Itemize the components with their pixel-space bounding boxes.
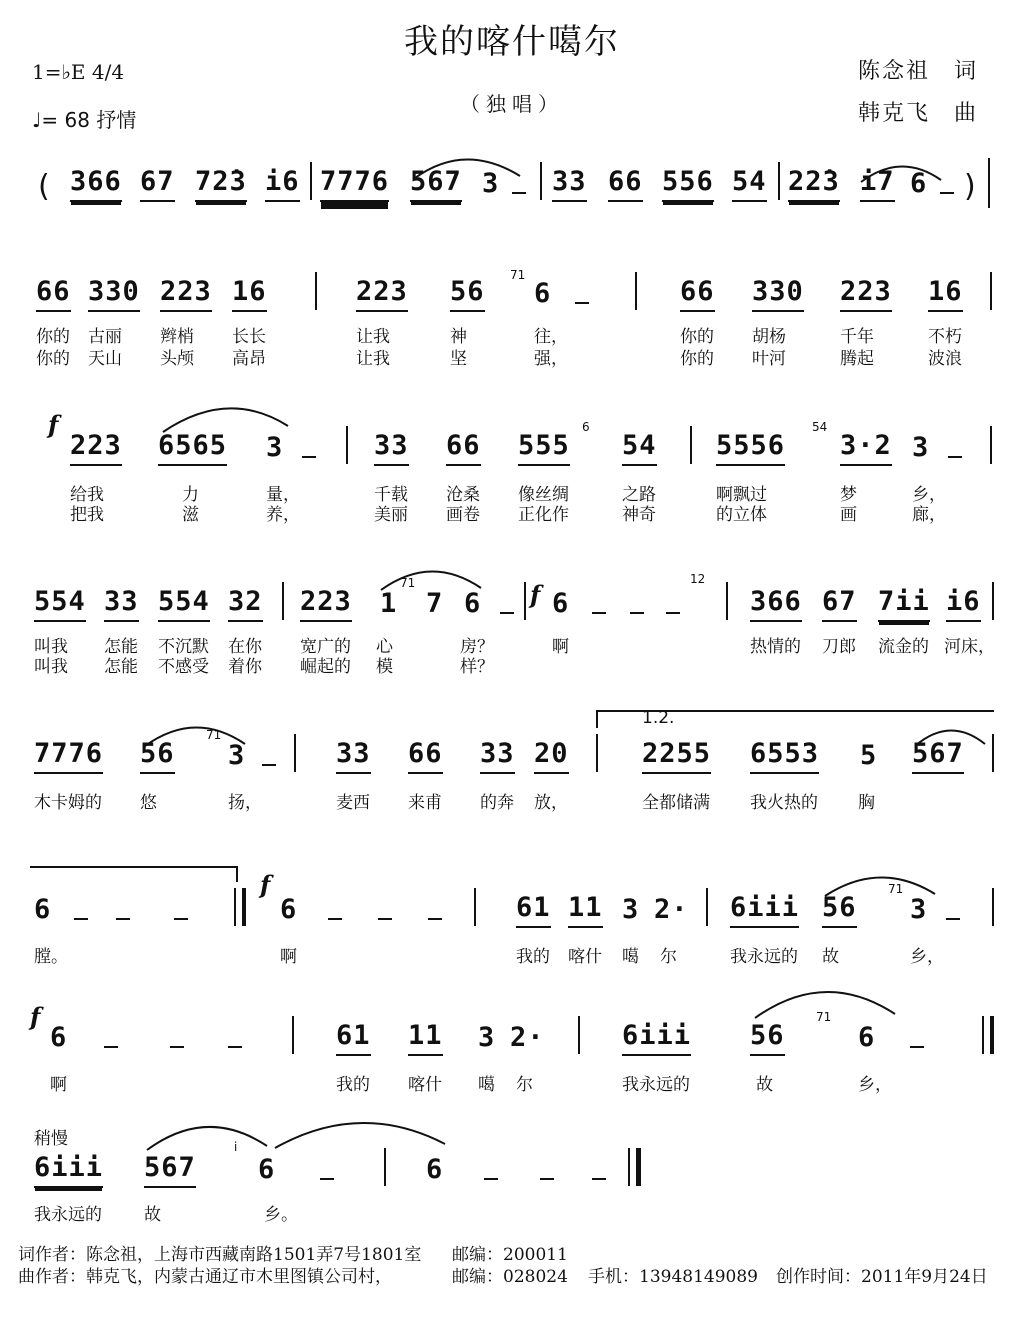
slur xyxy=(140,718,250,748)
lyric: 给我 xyxy=(70,485,104,505)
note-group: 54 xyxy=(622,430,657,466)
lyric: 来甫 xyxy=(408,793,442,813)
note-group: 554 xyxy=(158,586,210,622)
lyric: 着你 xyxy=(228,657,262,677)
note-group: 6iii xyxy=(730,892,799,928)
grace-note: 54 xyxy=(812,420,828,434)
dash xyxy=(74,918,88,920)
note-line xyxy=(30,572,998,628)
dynamic-forte: f xyxy=(530,580,541,609)
dash xyxy=(170,1046,184,1048)
note-group: 223 xyxy=(356,276,408,312)
tie xyxy=(270,1112,450,1152)
barline xyxy=(992,888,994,926)
lyric: 啊 xyxy=(280,947,297,967)
note-line xyxy=(30,270,998,318)
note-group: 6 xyxy=(34,894,52,925)
note-group: 556 xyxy=(662,166,714,202)
lyric: 胸 xyxy=(858,793,875,813)
note-group: 6 xyxy=(426,1154,444,1185)
slur xyxy=(376,562,486,592)
dash xyxy=(262,764,276,766)
lyric: 噶 xyxy=(478,1075,495,1095)
lyric: 你的 xyxy=(680,349,714,369)
composer-credit: 韩克飞 曲 xyxy=(858,101,979,126)
barline xyxy=(992,734,994,772)
note-group: 567 xyxy=(912,738,964,774)
volta-bracket-end xyxy=(30,866,238,882)
note-group: 6 xyxy=(858,1022,876,1053)
slur xyxy=(410,150,530,180)
lyric: 往， xyxy=(534,327,568,347)
barline xyxy=(294,734,296,772)
lyric: 量， xyxy=(266,485,300,505)
lyric: 梦 xyxy=(840,485,857,505)
note-group: 16 xyxy=(928,276,963,312)
lyric: 让我 xyxy=(356,327,390,347)
note-group: 6iii xyxy=(34,1152,103,1188)
note-group: 6553 xyxy=(750,738,819,774)
grace-note: i xyxy=(234,1140,238,1154)
note-group: 6 xyxy=(280,894,298,925)
lyric: 之路 xyxy=(622,485,656,505)
dash xyxy=(540,1178,554,1180)
barline xyxy=(635,272,637,310)
lyric: 怎能 xyxy=(104,637,138,657)
slur xyxy=(856,158,946,184)
barline xyxy=(315,272,317,310)
score-system-8 xyxy=(30,1129,998,1225)
lyric: 心 xyxy=(376,637,393,657)
volta-label: 1.2. xyxy=(642,708,675,728)
lyric: 噶 xyxy=(622,947,639,967)
dynamic-forte: f xyxy=(48,410,59,439)
dash xyxy=(378,918,392,920)
note-group: 33 xyxy=(552,166,587,202)
note-group: 11 xyxy=(408,1020,443,1056)
note-group: 22̇3 xyxy=(788,166,840,202)
lyric: 你的 xyxy=(680,327,714,347)
note-group: 3 xyxy=(478,1022,496,1053)
lyric: 啊飘过 xyxy=(716,485,767,505)
lyric: 模 xyxy=(376,657,393,677)
lyric: 养， xyxy=(266,505,300,525)
note-group: 2· xyxy=(654,894,689,925)
lyric: 河床， xyxy=(944,637,995,657)
note-group: 56 xyxy=(450,276,485,312)
lyric: 沧桑 xyxy=(446,485,480,505)
lyric: 喀什 xyxy=(408,1075,442,1095)
score-system-3 xyxy=(30,410,998,525)
lyric: 神 xyxy=(450,327,467,347)
lyric: 喀什 xyxy=(568,947,602,967)
lyric: 叶河 xyxy=(752,349,786,369)
note-group: 33 xyxy=(104,586,139,622)
barline xyxy=(346,426,348,464)
dash xyxy=(592,612,606,614)
dash xyxy=(910,1046,924,1048)
note-group: 6 xyxy=(50,1022,68,1053)
note-line xyxy=(30,1140,998,1194)
lyric: 廊， xyxy=(912,505,946,525)
lyric: 画卷 xyxy=(446,505,480,525)
lyric: 我的 xyxy=(516,947,550,967)
lyric: 让我 xyxy=(356,349,390,369)
lyric: 千年 xyxy=(840,327,874,347)
lyric: 样？ xyxy=(460,657,494,677)
score-system-2 xyxy=(30,268,998,369)
note-group: 7ii xyxy=(878,586,930,622)
note-group: 54 xyxy=(732,166,767,202)
note-group: 6 xyxy=(464,588,482,619)
note-group: 66 xyxy=(408,738,443,774)
final-barline xyxy=(628,1148,641,1186)
slur xyxy=(820,868,940,898)
barline xyxy=(578,1016,580,1054)
lyric: 全都储满 xyxy=(642,793,710,813)
footer-lyricist-zip: 邮编：200011 xyxy=(452,1245,568,1265)
lyric: 故 xyxy=(756,1075,773,1095)
barline xyxy=(384,1148,386,1186)
note-group: 6iii xyxy=(622,1020,691,1056)
dash xyxy=(104,1046,118,1048)
grace-note: 71 xyxy=(816,1010,832,1024)
dash xyxy=(630,612,644,614)
note-group: 7776 xyxy=(34,738,103,774)
slur xyxy=(158,398,298,434)
barline xyxy=(310,162,312,200)
dash xyxy=(500,612,514,614)
lyric: 长长 xyxy=(232,327,266,347)
lyric: 我永远的 xyxy=(622,1075,690,1095)
note-group: 56 xyxy=(750,1020,785,1056)
barline xyxy=(690,426,692,464)
note-group: 554 xyxy=(34,586,86,622)
lyric: 叫我 xyxy=(34,657,68,677)
lyric: 高昂 xyxy=(232,349,266,369)
note-group: 567 xyxy=(144,1152,196,1188)
note-group: 6 xyxy=(910,168,928,199)
note-group: 5556 xyxy=(716,430,785,466)
barline xyxy=(990,426,992,464)
dash xyxy=(116,918,130,920)
note-group: 33 xyxy=(374,430,409,466)
note-group: 66 xyxy=(446,430,481,466)
note-group: 11 xyxy=(568,892,603,928)
open-paren: ( xyxy=(38,169,50,204)
note-group: i6 xyxy=(265,166,300,202)
lyric: 麦西 xyxy=(336,793,370,813)
score-system-7 xyxy=(30,1002,998,1095)
note-group: i6 xyxy=(946,586,981,622)
lyric: 啊 xyxy=(552,637,569,657)
song-subtitle: （独唱） xyxy=(460,92,564,116)
tempo-slow: 稍慢 xyxy=(34,1129,68,1149)
note-group: 1 xyxy=(380,588,398,619)
note-group: 20 xyxy=(534,738,569,774)
dash xyxy=(484,1178,498,1180)
lyric: 坚 xyxy=(450,349,467,369)
lyric: 我永远的 xyxy=(730,947,798,967)
note-group: 5 xyxy=(860,740,878,771)
lyric: 木卡姆的 xyxy=(34,793,102,813)
dash xyxy=(948,456,962,458)
score-system-5 xyxy=(30,708,998,813)
note-group: 3 xyxy=(266,432,284,463)
dash xyxy=(302,456,316,458)
lyric: 我的 xyxy=(336,1075,370,1095)
note-group: 66 xyxy=(608,166,643,202)
footer-composer-zip: 邮编：028024 xyxy=(452,1267,568,1287)
lyric: 你的 xyxy=(36,349,70,369)
close-paren: ) xyxy=(964,169,976,204)
note-group: 67 xyxy=(140,166,175,202)
lyric: 不沉默 xyxy=(158,637,209,657)
lyric: 啊 xyxy=(50,1075,67,1095)
barline xyxy=(990,272,992,310)
note-group: 2· xyxy=(510,1022,545,1053)
note-group: 33 xyxy=(480,738,515,774)
lyric: 故 xyxy=(822,947,839,967)
note-group: 366 xyxy=(70,166,122,202)
song-title: 我的喀什噶尔 xyxy=(404,22,620,62)
lyric: 波浪 xyxy=(928,349,962,369)
lyric: 叫我 xyxy=(34,637,68,657)
lyric: 的立体 xyxy=(716,505,767,525)
note-group: 6565 xyxy=(158,430,227,466)
lyric: 胡杨 xyxy=(752,327,786,347)
barline xyxy=(726,582,728,620)
lyric: 力 xyxy=(182,485,199,505)
lyric: 像丝绸 xyxy=(518,485,569,505)
note-group: 66 xyxy=(36,276,71,312)
barline xyxy=(596,734,598,772)
note-group: 555 xyxy=(518,430,570,466)
note-group: 223 xyxy=(300,586,352,622)
grace-note: 71 xyxy=(510,268,526,282)
barline xyxy=(282,582,284,620)
grace-note: 71 xyxy=(888,882,904,896)
note-group: 72̇3 xyxy=(195,166,247,202)
lyric: 在你 xyxy=(228,637,262,657)
lyric: 悠 xyxy=(140,793,157,813)
dash xyxy=(575,302,589,304)
note-group: 61 xyxy=(336,1020,371,1056)
note-group: 3 xyxy=(910,894,928,925)
dash xyxy=(174,918,188,920)
slur xyxy=(910,722,990,748)
lyric: 你的 xyxy=(36,327,70,347)
note-group: 32 xyxy=(228,586,263,622)
barline xyxy=(988,158,990,208)
note-group: 3 xyxy=(622,894,640,925)
dash xyxy=(946,918,960,920)
footer-composer: 曲作者：韩克飞，内蒙古通辽市木里图镇公司村， xyxy=(18,1267,392,1287)
dash xyxy=(320,1178,334,1180)
score-system-4 xyxy=(30,572,998,677)
lyric: 我永远的 xyxy=(34,1205,102,1225)
lyric: 头颅 xyxy=(160,349,194,369)
lyric: 画 xyxy=(840,505,857,525)
note-group: 223 xyxy=(160,276,212,312)
dash xyxy=(512,192,526,194)
lyric: 尔 xyxy=(660,947,677,967)
grace-note: 6 xyxy=(582,420,590,434)
lyric: 天山 xyxy=(88,349,122,369)
lyric: 故 xyxy=(144,1205,161,1225)
note-group: i7 xyxy=(860,166,895,202)
footer-phone: 手机：13948149089 xyxy=(588,1267,758,1287)
dash xyxy=(428,918,442,920)
note-group: 3 xyxy=(482,168,500,199)
lyric: 美丽 xyxy=(374,505,408,525)
slur xyxy=(750,980,900,1020)
note-group: 6 xyxy=(258,1154,276,1185)
lyric: 神奇 xyxy=(622,505,656,525)
barline xyxy=(706,888,708,926)
dash xyxy=(328,918,342,920)
repeat-barline xyxy=(234,888,246,926)
barline xyxy=(778,162,780,200)
dynamic-forte: f xyxy=(30,1002,41,1031)
grace-note: 71 xyxy=(206,728,222,742)
note-group: 56 xyxy=(140,738,175,774)
note-group: 223 xyxy=(840,276,892,312)
grace-note: 71 xyxy=(400,576,416,590)
note-group: 567 xyxy=(410,166,462,202)
slur xyxy=(142,1116,272,1152)
grace-note: 12 xyxy=(690,572,706,586)
lyric: 我火热的 xyxy=(750,793,818,813)
lyric: 膛。 xyxy=(34,947,68,967)
note-group: 2255 xyxy=(642,738,711,774)
barline xyxy=(474,888,476,926)
lyric: 崛起的 xyxy=(300,657,351,677)
lyric: 正化作 xyxy=(518,505,569,525)
repeat-barline xyxy=(982,1016,994,1054)
lyric: 乡。 xyxy=(264,1205,298,1225)
barline xyxy=(992,582,994,620)
lyric: 乡， xyxy=(910,947,944,967)
lyric: 房？ xyxy=(460,637,494,657)
note-group: 330 xyxy=(752,276,804,312)
lyric: 刀郎 xyxy=(822,637,856,657)
lyric: 古丽 xyxy=(88,327,122,347)
note-group: 61 xyxy=(516,892,551,928)
lyric: 腾起 xyxy=(840,349,874,369)
dynamic-forte: f xyxy=(260,870,271,899)
note-group: 3·2 xyxy=(840,430,892,466)
lyric: 不感受 xyxy=(158,657,209,677)
lyric: 放， xyxy=(534,793,568,813)
footer-date: 创作时间：2011年9月24日 xyxy=(776,1267,988,1287)
lyric: 不朽 xyxy=(928,327,962,347)
score-system-1 xyxy=(30,160,998,208)
note-group: 3 xyxy=(912,432,930,463)
note-group: 56 xyxy=(822,892,857,928)
lyric: 辫梢 xyxy=(160,327,194,347)
lyric: 流金的 xyxy=(878,637,929,657)
note-group: 16 xyxy=(232,276,267,312)
lyric: 宽广的 xyxy=(300,637,351,657)
lyric: 强， xyxy=(534,349,568,369)
dash xyxy=(940,192,954,194)
lyricist-credit: 陈念祖 词 xyxy=(858,59,979,84)
note-group: 223 xyxy=(70,430,122,466)
score-system-6 xyxy=(30,870,998,967)
lyric: 乡， xyxy=(858,1075,892,1095)
key-signature: 1=♭E 4/4 xyxy=(32,60,125,84)
note-group: 6 xyxy=(534,278,552,309)
lyric: 尔 xyxy=(516,1075,533,1095)
note-group: 6 xyxy=(552,588,570,619)
lyric: 千载 xyxy=(374,485,408,505)
note-group: 67 xyxy=(822,586,857,622)
barline xyxy=(540,162,542,200)
dash xyxy=(666,612,680,614)
barline xyxy=(524,582,526,620)
note-group: 7776 xyxy=(320,166,389,202)
lyric: 把我 xyxy=(70,505,104,525)
note-group: 33 xyxy=(336,738,371,774)
note-group: 7 xyxy=(426,588,444,619)
note-group: 366 xyxy=(750,586,802,622)
lyric: 扬， xyxy=(228,793,262,813)
note-group: 66 xyxy=(680,276,715,312)
note-line xyxy=(30,1010,998,1062)
barline xyxy=(292,1016,294,1054)
tempo-marking: ♩= 68 抒情 xyxy=(32,108,137,132)
note-group: 330 xyxy=(88,276,140,312)
lyricist-info: 词作者：陈念祖，上海市西藏南路1501弄7号1801室 xyxy=(18,1245,422,1265)
lyric: 怎能 xyxy=(104,657,138,677)
lyric: 滋 xyxy=(182,505,199,525)
lyric: 乡， xyxy=(912,485,946,505)
lyric: 的奔 xyxy=(480,793,514,813)
dash xyxy=(592,1178,606,1180)
lyric: 热情的 xyxy=(750,637,801,657)
note-group: 3 xyxy=(228,740,246,771)
dash xyxy=(228,1046,242,1048)
